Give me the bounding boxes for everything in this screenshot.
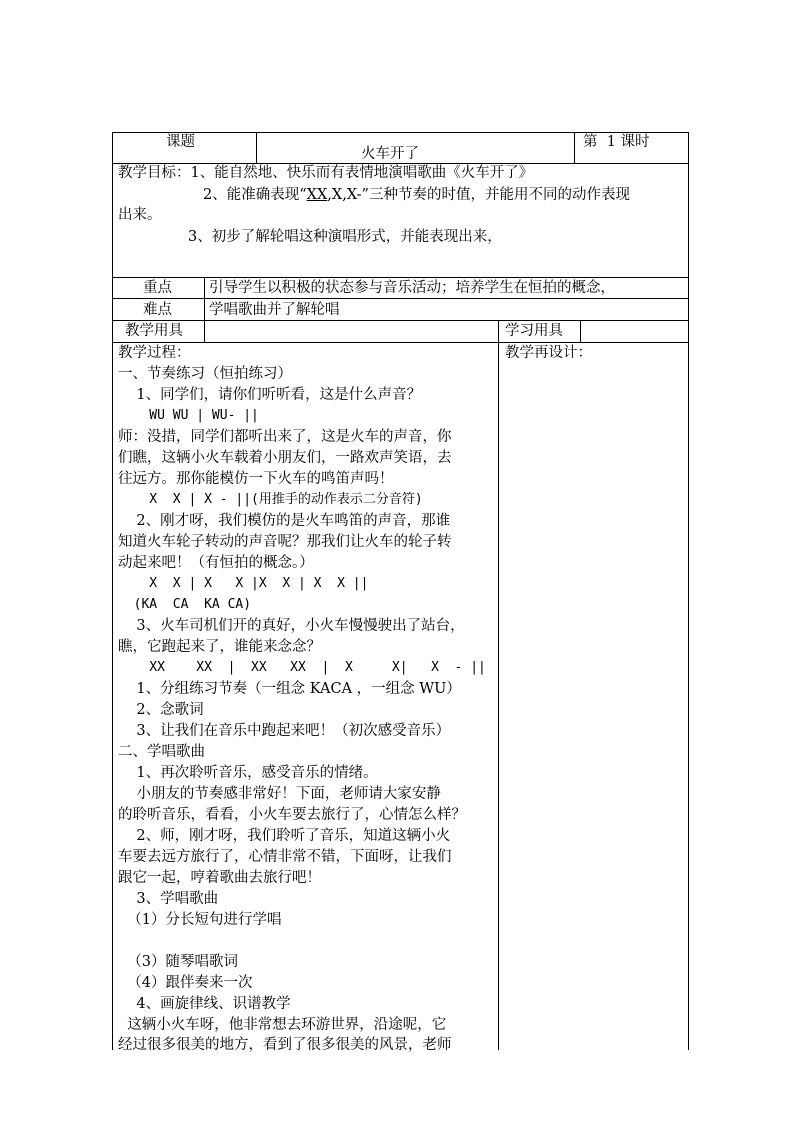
process-line: 4、画旋律线、识谱教学 <box>118 996 291 1012</box>
row-divider <box>112 277 689 278</box>
process-line: 师：没措，同学们都听出来了，这是火车的声音，你 <box>118 429 452 445</box>
column-divider <box>256 132 257 163</box>
process-line: 小朋友的节奏感非常好！下面，老师请大家安静 <box>118 786 441 802</box>
table-border-right <box>688 132 689 1050</box>
learning-tools-label: 学习用具 <box>505 323 563 339</box>
row-divider <box>112 298 689 299</box>
process-line: 教学过程： <box>118 345 191 361</box>
process-line: 瞧，它跑起来了，谁能来念念？ <box>118 639 321 655</box>
column-divider <box>498 342 499 1050</box>
redesign-label: 教学再设计： <box>505 345 592 361</box>
process-line: 一、节奏练习（恒拍练习） <box>118 366 292 382</box>
process-line: （4）跟伴奏来一次 <box>118 975 253 991</box>
objective-line-3: 出来。 <box>118 207 162 223</box>
process-line: （1）分长短句进行学唱 <box>118 912 282 928</box>
process-line: 动起来吧！（有恒拍的概念。） <box>118 555 314 571</box>
process-line: （3）随琴唱歌词 <box>118 954 238 970</box>
process-line: 2、刚才呀，我们模仿的是火车鸣笛的声音，那谁 <box>118 513 451 529</box>
process-line: 3、火车司机们开的真好，小火车慢慢驶出了站台， <box>118 618 465 634</box>
objective-line-4: 3、初步了解轮唱这种演唱形式，并能表现出来， <box>188 229 502 245</box>
process-line: 这辆小火车呀，他非常想去环游世界，沿途呢，它 <box>118 1017 447 1033</box>
teaching-tools-label: 教学用具 <box>125 323 183 339</box>
process-line: 往远方。那你能模仿一下火车的鸣笛声吗！ <box>118 471 394 487</box>
process-line: 3、学唱歌曲 <box>118 891 219 907</box>
focus-text: 引导学生以积极的状态参与音乐活动；培养学生在恒拍的概念， <box>209 280 615 296</box>
process-line: 跟它一起，哼着歌曲去旅行吧！ <box>118 870 321 886</box>
difficulty-label: 难点 <box>143 302 172 318</box>
table-border-left <box>112 132 113 1050</box>
row-divider <box>112 342 689 343</box>
column-divider <box>204 277 205 320</box>
lesson-title: 火车开了 <box>361 146 419 162</box>
row-divider <box>112 320 689 321</box>
process-line: 1、再次聆听音乐，感受音乐的情绪。 <box>118 765 378 781</box>
process-line: 经过很多很美的地方，看到了很多很美的风景，老师 <box>118 1037 452 1053</box>
process-line: (KA CA KA CA) <box>118 597 252 612</box>
process-line: 的聆听音乐，看看，小火车要去旅行了，心情怎么样？ <box>118 807 466 823</box>
process-line: 们瞧，这辆小火车载着小朋友们，一路欢声笑语，去 <box>118 450 452 466</box>
process-line: 2、念歌词 <box>118 702 204 718</box>
column-divider <box>204 320 205 342</box>
process-line: 1、同学们，请你们听听看，这是什么声音？ <box>118 387 422 403</box>
column-divider <box>574 132 575 163</box>
process-line: 二、学唱歌曲 <box>118 744 205 760</box>
lesson-label: 课题 <box>166 134 195 150</box>
process-line: WU WU | WU- || <box>118 408 259 423</box>
process-line: X X | X - ||(用推手的动作表示二分音符) <box>118 492 423 507</box>
process-line: 2、师，刚才呀，我们聆听了音乐，知道这辆小火 <box>118 828 451 844</box>
period-label: 第 1 课时 <box>583 134 650 150</box>
process-line: X X | X X |X X | X X || <box>118 576 369 591</box>
process-line: XX XX | XX XX | X X| X - || <box>118 660 486 675</box>
column-divider <box>498 320 499 342</box>
process-line: 1、分组练习节奏（一组念 KACA ，一组念 WU） <box>118 681 461 697</box>
process-line: 3、让我们在音乐中跑起来吧！（初次感受音乐） <box>118 723 451 739</box>
process-line: 车要去远方旅行了，心情非常不错，下面呀，让我们 <box>118 849 452 865</box>
focus-label: 重点 <box>143 280 172 296</box>
objective-line-1: 教学目标：1、能自然地、快乐而有表情地演唱歌曲《火车开了》 <box>118 165 534 181</box>
column-divider <box>580 320 581 342</box>
process-line: 知道火车轮子转动的声音呢？那我们让火车的轮子转 <box>118 534 452 550</box>
objective-line-2: 2、能准确表现“XX,X,X-”三种节奏的时值，并能用不同的动作表现 <box>203 187 630 203</box>
difficulty-text: 学唱歌曲并了解轮唱 <box>209 302 340 318</box>
